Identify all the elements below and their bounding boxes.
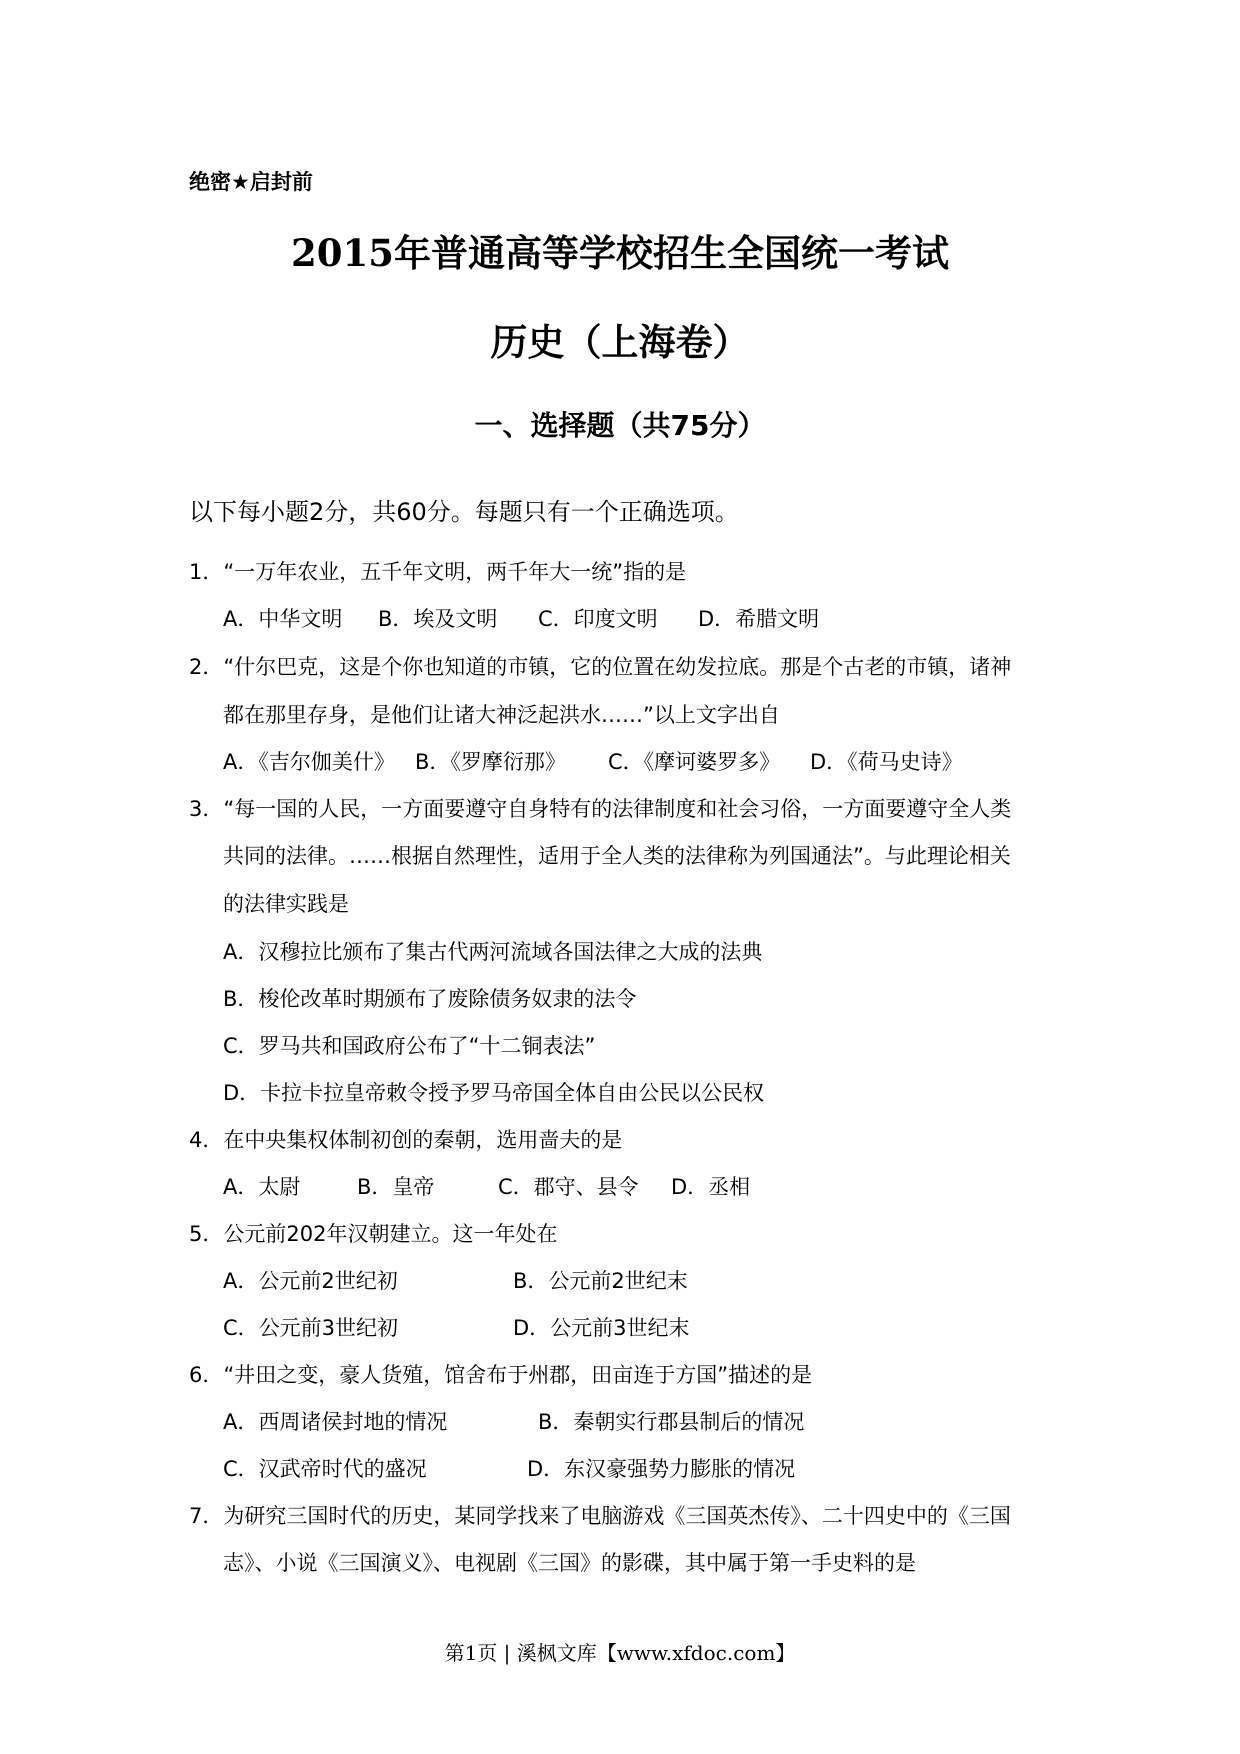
q2-option-d: D．《荷马史诗》: [810, 750, 963, 774]
question-3-stem-line-1: 3．“每一国的人民，一方面要遵守自身特有的法律制度和社会习俗，一方面要遵守全人类: [189, 797, 1012, 821]
q1-option-a: A．中华文明: [223, 607, 343, 631]
q1-option-d: D．希腊文明: [698, 607, 820, 631]
q1-option-c: C．印度文明: [538, 607, 658, 631]
question-6-stem: 6．“井田之变，豪人货殖，馆舍布于州郡，田亩连于方国”描述的是: [189, 1363, 813, 1387]
q6-option-b: B．秦朝实行郡县制后的情况: [538, 1410, 805, 1434]
q4-option-b: B．皇帝: [357, 1175, 435, 1199]
q5-option-b: B．公元前2世纪末: [513, 1269, 688, 1293]
q2-option-b: B．《罗摩衍那》: [415, 750, 566, 774]
q3-option-a: A．汉穆拉比颁布了集古代两河流域各国法律之大成的法典: [223, 940, 763, 964]
q1-option-b: B．埃及文明: [378, 607, 498, 631]
q3-option-d: D．卡拉卡拉皇帝敕令授予罗马帝国全体自由公民以公民权: [223, 1081, 765, 1105]
q4-option-a: A．太尉: [223, 1175, 301, 1199]
q4-option-d: D．丞相: [671, 1175, 751, 1199]
q4-option-c: C．郡守、县令: [498, 1175, 639, 1199]
subject-title: 历史（上海卷）: [490, 321, 750, 364]
section-title: 一、选择题（共75分）: [474, 409, 766, 442]
exam-title: 2015年普通高等学校招生全国统一考试: [291, 231, 949, 275]
q6-option-c: C．汉武帝时代的盛况: [223, 1457, 427, 1481]
q3-option-c: C．罗马共和国政府公布了“十二铜表法”: [223, 1034, 596, 1058]
question-7-stem-line-1: 7．为研究三国时代的历史，某同学找来了电脑游戏《三国英杰传》、二十四史中的《三国: [189, 1504, 1011, 1528]
q5-option-d: D．公元前3世纪末: [513, 1316, 690, 1340]
page-footer: 第1页 | 溪枫文库【www.xfdoc.com】: [444, 1641, 796, 1665]
q5-option-c: C．公元前3世纪初: [223, 1316, 399, 1340]
q2-option-c: C．《摩诃婆罗多》: [608, 750, 781, 774]
question-1-stem: 1．“一万年农业，五千年文明，两千年大一统”指的是: [189, 560, 687, 584]
question-3-stem-line-3: 的法律实践是: [223, 892, 349, 916]
q3-option-b: B．梭伦改革时期颁布了废除债务奴隶的法令: [223, 987, 637, 1011]
question-3-stem-line-2: 共同的法律。……根据自然理性，适用于全人类的法律称为列国通法”。与此理论相关: [223, 844, 1011, 868]
q6-option-d: D．东汉豪强势力膨胀的情况: [527, 1457, 796, 1481]
question-2-stem-line-1: 2．“什尔巴克，这是个你也知道的市镇，它的位置在幼发拉底。那是个古老的市镇，诸神: [189, 655, 1012, 679]
q2-option-a: A．《吉尔伽美什》: [223, 750, 395, 774]
q5-option-a: A．公元前2世纪初: [223, 1269, 398, 1293]
question-5-stem: 5．公元前202年汉朝建立。这一年处在: [189, 1222, 558, 1246]
q6-option-a: A．西周诸侯封地的情况: [223, 1410, 448, 1434]
question-2-stem-line-2: 都在那里存身，是他们让诸大神泛起洪水……”以上文字出自: [223, 703, 780, 727]
question-7-stem-line-2: 志》、小说《三国演义》、电视剧《三国》的影碟，其中属于第一手史料的是: [223, 1551, 916, 1575]
section-instructions: 以下每小题2分，共60分。每题只有一个正确选项。: [189, 498, 739, 526]
question-4-stem: 4．在中央集权体制初创的秦朝，选用啬夫的是: [189, 1128, 623, 1152]
secret-label: 绝密★启封前: [189, 170, 313, 194]
